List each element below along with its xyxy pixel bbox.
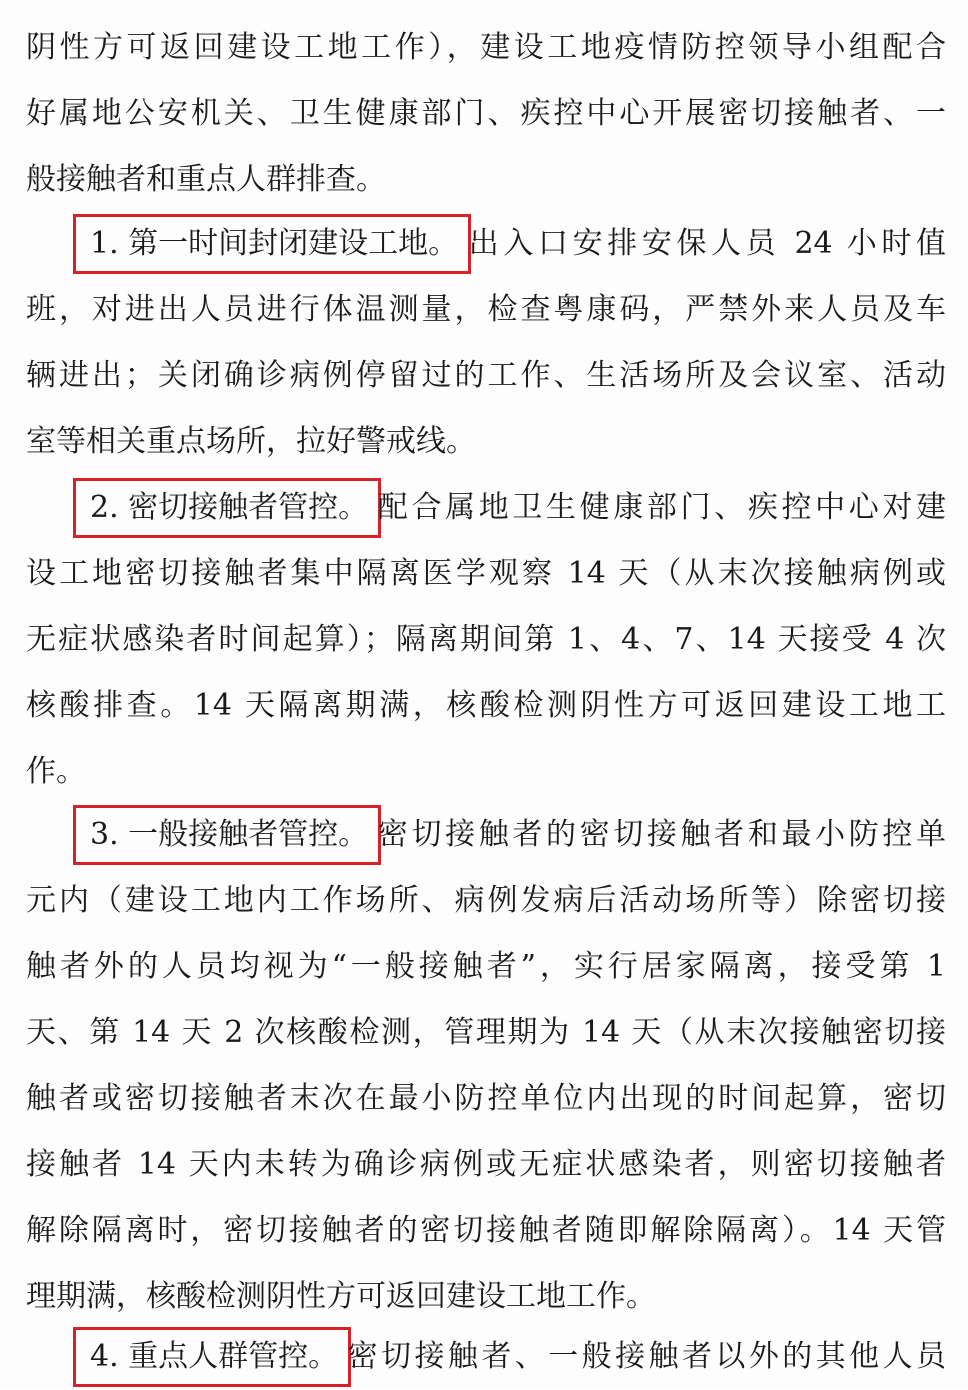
line-text: 天、第 14 天 2 次核酸检测，管理期为 14 天（从末次接触密切接 — [26, 1015, 946, 1050]
line-text: 好属地公安机关、卫生健康部门、疾控中心开展密切接触者、一 — [26, 96, 946, 131]
line-text: 接触者 14 天内未转为确诊病例或无症状感染者，则密切接触者 — [26, 1147, 946, 1182]
line-text: 阴性方可返回建设工地工作），建设工地疫情防控领导小组配合 — [26, 30, 946, 65]
line-text: 理期满，核酸检测阴性方可返回建设工地工作。 — [26, 1279, 656, 1314]
text-line — [26, 934, 946, 1000]
section-2-first-line — [80, 475, 946, 541]
section-heading-4: 4. 重点人群管控。 — [80, 1334, 344, 1380]
text-line — [26, 147, 946, 213]
section-heading-3: 3. 一般接触者管控。 — [80, 812, 374, 858]
line-text: 出入口安排安保人员 24 小时值 — [464, 226, 946, 261]
text-line — [26, 1066, 946, 1132]
text-line — [26, 15, 946, 81]
text-line — [26, 739, 946, 805]
line-text: 配合属地卫生健康部门、疾控中心对建 — [374, 490, 946, 525]
line-text: 班，对进出人员进行体温测量，检查粤康码，严禁外来人员及车 — [26, 292, 946, 327]
text-line — [26, 343, 946, 409]
text-line — [26, 541, 946, 607]
line-text: 触者或密切接触者末次在最小防控单位内出现的时间起算，密切 — [26, 1081, 946, 1116]
line-text: 元内（建设工地内工作场所、病例发病后活动场所等）除密切接 — [26, 883, 946, 918]
text-line — [26, 607, 946, 673]
line-text: 密切接触者、一般接触者以外的其他人员 — [344, 1339, 946, 1374]
text-line — [26, 673, 946, 739]
line-text: 般接触者和重点人群排查。 — [26, 162, 386, 197]
line-text: 无症状感染者时间起算）；隔离期间第 1、4、7、14 天接受 4 次 — [26, 622, 946, 657]
text-line — [26, 1198, 946, 1264]
line-text: 辆进出；关闭确诊病例停留过的工作、生活场所及会议室、活动 — [26, 358, 946, 393]
section-heading-1: 1. 第一时间封闭建设工地。 — [80, 221, 464, 267]
line-text: 核酸排查。14 天隔离期满，核酸检测阴性方可返回建设工地工 — [26, 688, 946, 723]
text-line — [26, 1000, 946, 1066]
line-text: 室等相关重点场所，拉好警戒线。 — [26, 424, 476, 459]
line-text: 触者外的人员均视为“一般接触者”，实行居家隔离，接受第 1 — [26, 949, 946, 984]
section-1-first-line — [80, 211, 946, 277]
line-text: 作。 — [26, 754, 86, 789]
text-line — [26, 868, 946, 934]
section-4-first-line — [80, 1324, 946, 1390]
section-heading-2: 2. 密切接触者管控。 — [80, 485, 374, 531]
text-line — [26, 409, 946, 475]
section-3-first-line — [80, 802, 946, 868]
line-text: 密切接触者的密切接触者和最小防控单 — [374, 817, 946, 852]
line-text: 设工地密切接触者集中隔离医学观察 14 天（从末次接触病例或 — [26, 556, 946, 591]
text-line — [26, 277, 946, 343]
line-text: 解除隔离时，密切接触者的密切接触者随即解除隔离）。14 天管 — [26, 1213, 946, 1248]
text-line — [26, 1132, 946, 1198]
text-line — [26, 1264, 946, 1330]
text-line — [26, 81, 946, 147]
